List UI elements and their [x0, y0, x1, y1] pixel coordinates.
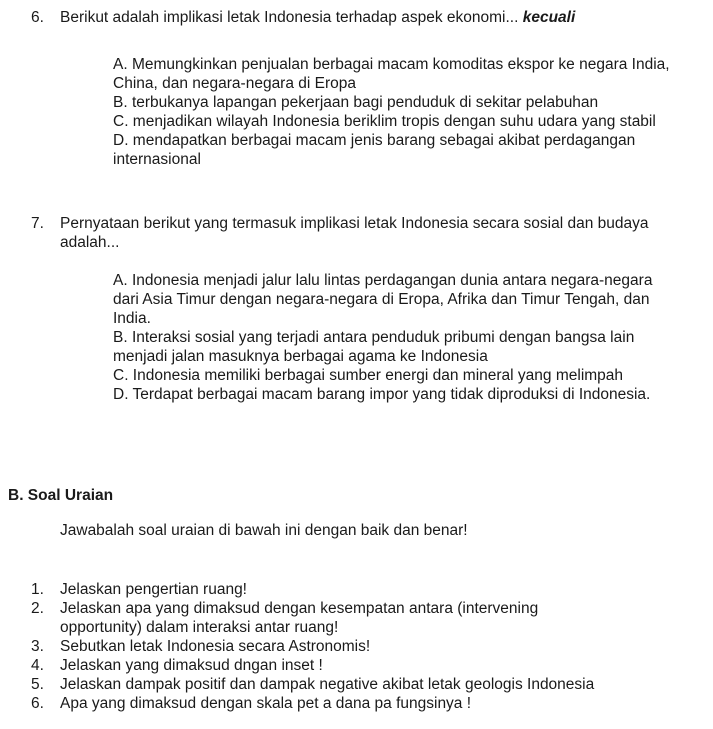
- essay-item: [31, 694, 681, 713]
- question-number: 7.: [31, 215, 44, 232]
- essay-item: [31, 637, 681, 656]
- section-title: B. Soal Uraian: [8, 487, 114, 504]
- item-text: Jelaskan dampak positif dan dampak negative akibat letak geologis Indonesia: [60, 676, 595, 693]
- question-6: [31, 8, 691, 27]
- option-d: D. Terdapat berbagai macam barang impor yang tidak diproduksi di Indonesia.: [113, 386, 651, 403]
- option-a: A. Memungkinkan penjualan berbagai macam komoditas ekspor ke negara India, China, dan negara-negara di Eropa: [113, 56, 670, 92]
- question-number: 6.: [31, 9, 44, 26]
- options-q6: [113, 55, 673, 169]
- item-number: 3.: [31, 638, 44, 655]
- item-number: 4.: [31, 657, 44, 674]
- item-text: Jelaskan apa yang dimaksud dengan kesempatan antara (intervening opportunity) dalam interaksi antar ruang!: [60, 600, 539, 636]
- question-stem: [60, 8, 691, 27]
- item-number: 6.: [31, 695, 44, 712]
- option-c: C. Indonesia memiliki berbagai sumber energi dan mineral yang melimpah: [113, 367, 624, 384]
- options-q7: [113, 271, 678, 404]
- option-b: B. Interaksi sosial yang terjadi antara penduduk pribumi dengan bangsa lain menjadi jalan masuknya berbagai agama ke Indonesia: [113, 329, 635, 365]
- essay-item: [31, 656, 681, 675]
- question-7: [31, 214, 656, 252]
- essay-item: [31, 675, 681, 694]
- item-text: Sebutkan letak Indonesia secara Astronomis!: [60, 638, 371, 655]
- option-a: A. Indonesia menjadi jalur lalu lintas perdagangan dunia antara negara-negara dari Asia Timur dengan negara-negara di Eropa, Afrika dan Timur Tengah, dan India.: [113, 272, 653, 327]
- item-text: Jelaskan yang dimaksud dngan inset !: [60, 657, 323, 674]
- option-d: D. mendapatkan berbagai macam jenis barang sebagai akibat perdagangan internasional: [113, 132, 636, 168]
- item-number: 2.: [31, 600, 44, 617]
- item-text: Apa yang dimaksud dengan skala pet a dana pa fungsinya !: [60, 695, 472, 712]
- option-c: C. menjadikan wilayah Indonesia beriklim tropis dengan suhu udara yang stabil: [113, 113, 656, 130]
- item-number: 1.: [31, 581, 44, 598]
- essay-list: [31, 580, 681, 713]
- emphasis-word: kecuali: [522, 9, 576, 26]
- question-text: Berikut adalah implikasi letak Indonesia terhadap aspek ekonomi...: [60, 9, 519, 26]
- question-stem: Pernyataan berikut yang termasuk implikasi letak Indonesia secara sosial dan budaya adalah...: [60, 215, 649, 251]
- essay-item: [31, 599, 620, 637]
- instruction-text: Jawabalah soal uraian di bawah ini dengan baik dan benar!: [60, 522, 468, 539]
- option-b: B. terbukanya lapangan pekerjaan bagi penduduk di sekitar pelabuhan: [113, 94, 599, 111]
- essay-item: [31, 580, 681, 599]
- item-text: Jelaskan pengertian ruang!: [60, 581, 247, 598]
- item-number: 5.: [31, 676, 44, 693]
